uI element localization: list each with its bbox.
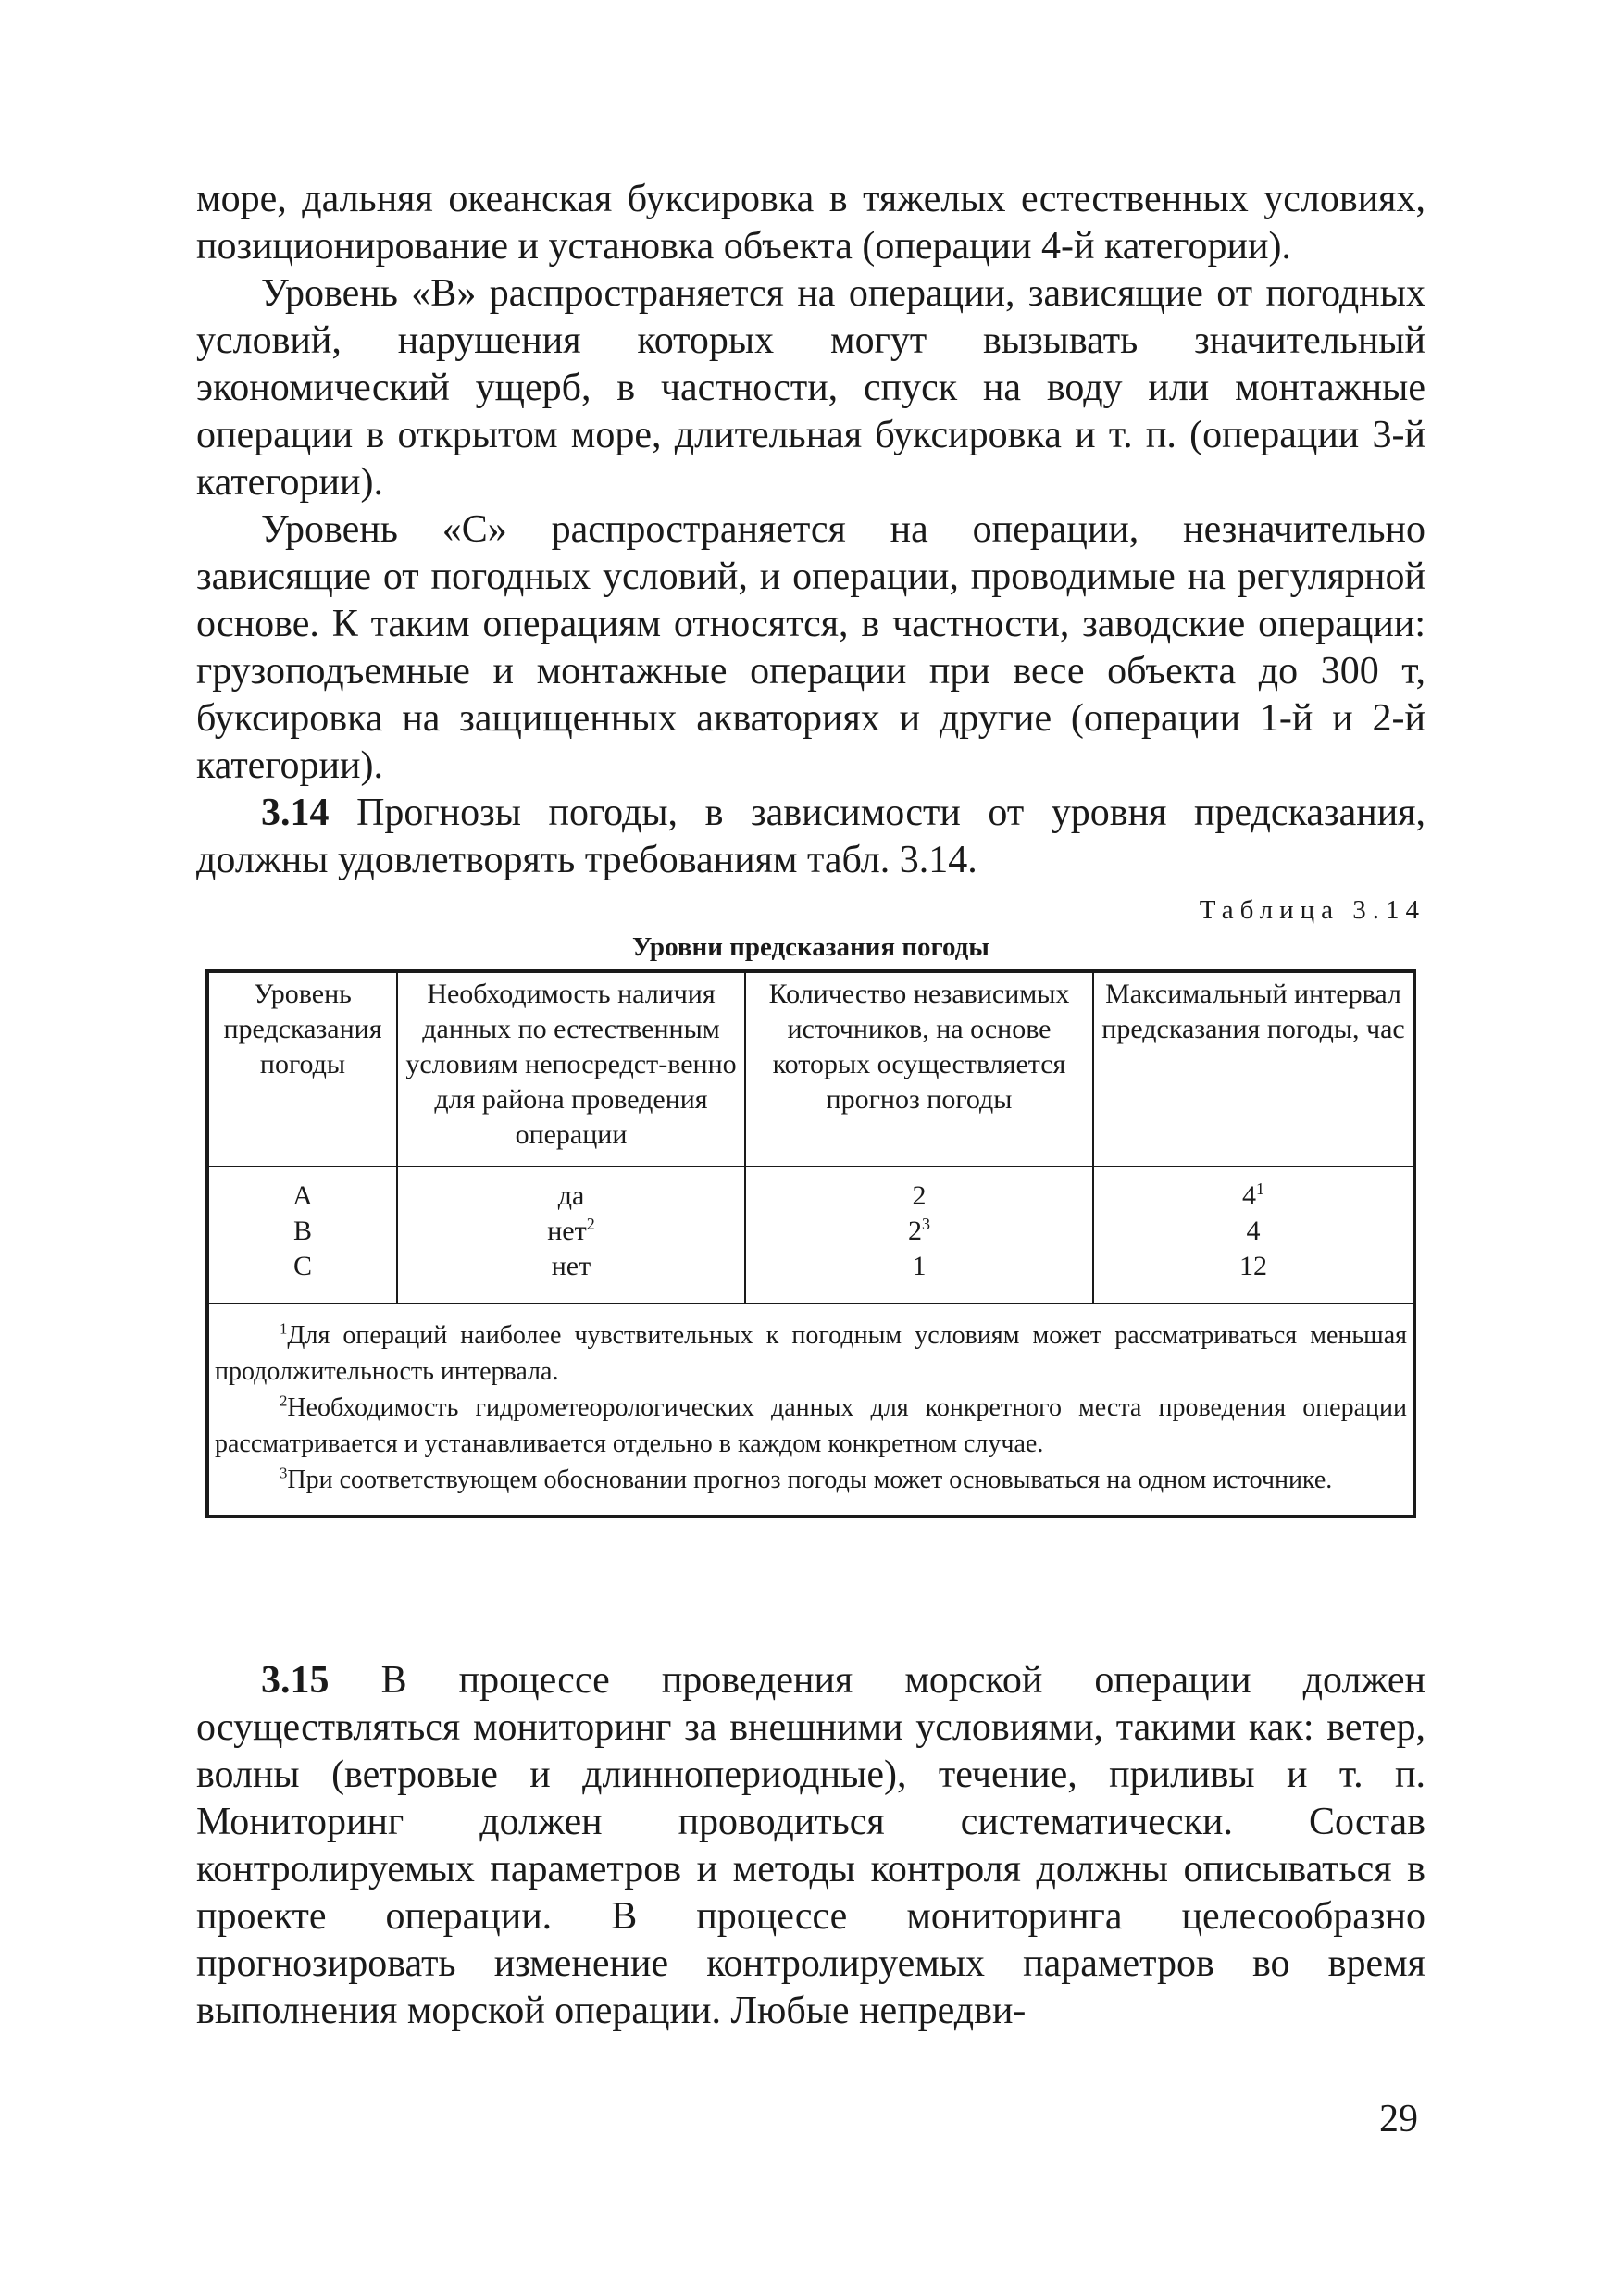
table-cell: 4 (1246, 1216, 1261, 1246)
paragraph-level-c-line3: грузоподъемные и монтажные операции при весе объекта до 300 т, буксировка на защищенных акваториях и другие (операции 1-й и 2-й категории). (196, 650, 1425, 787)
table-cell: 2 (912, 1180, 927, 1211)
paragraph-continuation: море, дальняя океанская буксировка в тяжелых естественных условиях, позиционирование и установка объекта (операции 4-й категории). (196, 178, 1425, 268)
column-header-level: Уровень предсказания погоды (207, 971, 397, 1167)
footnote-mark: 1 (1256, 1179, 1264, 1198)
table-header-row (207, 971, 1414, 1167)
paragraph-level-c-line2: таким операциям относятся, в частности, заводские операции: (370, 603, 1426, 645)
paragraph-level-c (196, 506, 1425, 790)
table-cell: да (557, 1180, 585, 1211)
table-cell: 1 (912, 1251, 927, 1281)
note-text: Для операций наиболее чувствительных к погодным условиям может рассматриваться меньшая продолжительность интервала. (215, 1321, 1407, 1386)
table-note (215, 1462, 1407, 1498)
paragraph-level-b-line1: Уровень «В» распространяется на операции, зависящие от погодных (261, 272, 1425, 315)
note-text: Необходимость гидрометеорологических данных для конкретного места проведения операции рассматривается и устанавливается отдельно в каждом конкретном случае. (215, 1393, 1407, 1458)
table-cell: нет (547, 1216, 587, 1246)
column-header-data-need: Необходимость наличия данных по естественным условиям непосредст-венно для района проведения операции (397, 971, 745, 1167)
table-cell: A (292, 1180, 313, 1211)
clause-text: Прогнозы погоды, в зависимости от уровня предсказания, должны удовлетворять требованиям табл. 3.14. (196, 792, 1425, 881)
table-cell: нет (551, 1251, 591, 1281)
table-notes (207, 1304, 1414, 1516)
footnote-mark: 3 (280, 1464, 288, 1482)
paragraph-level-b-line3: экономический ущерб, в частности, спуск на воду или монтажные операции в открытом море, длительная буксировка и т. п. (операции 3-й категории). (196, 367, 1425, 504)
forecast-levels-table (205, 969, 1416, 1518)
page-number: 29 (1379, 2098, 1418, 2140)
paragraph-level-b-line2: условий, нарушения которых могут вызывать значительный (196, 319, 1425, 362)
column-header-interval: Максимальный интервал предсказания погоды, час (1093, 971, 1414, 1167)
cell-interval (1093, 1167, 1414, 1304)
footnote-mark: 2 (280, 1391, 288, 1410)
section-gap (196, 1518, 1425, 1657)
clause-3-15 (196, 1657, 1425, 2035)
table-caption: Уровни предсказания погоды (632, 932, 989, 962)
page-body (196, 176, 1425, 2035)
footnote-mark: 1 (280, 1319, 288, 1338)
table-note (215, 1317, 1407, 1390)
cell-levels (207, 1167, 397, 1304)
table-cell: B (292, 1216, 312, 1246)
table-values-row (207, 1167, 1414, 1304)
table-cell: 12 (1239, 1251, 1267, 1281)
paragraph-level-c-line1: Уровень «С» распространяется на операции, незначительно зависящие от погодных условий, и операции, проводимые на регулярной основе. К (196, 508, 1425, 645)
table-label: Таблица 3.14 (1199, 895, 1425, 925)
cell-sources (745, 1167, 1093, 1304)
table-cell: 2 (908, 1216, 922, 1246)
footnote-mark: 3 (922, 1215, 930, 1233)
clause-text: В процессе проведения морской операции должен осуществляться мониторинг за внешними условиями, такими как: ветер, волны (ветровые и длиннопериодные), течение, приливы и т. п. Мониторинг должен проводиться систематически. Состав контролируемых параметров и методы контроля должны описываться в проекте операции. В процессе мониторинга целесообразно прогнозировать изменение контролируемых параметров во время выполнения морской операции. Любые непредви- (196, 1659, 1425, 2032)
clause-3-14 (196, 790, 1425, 884)
table-cell-with-note (748, 1214, 1090, 1249)
paragraph-level-b (196, 270, 1425, 506)
footnote-mark: 2 (586, 1215, 595, 1233)
table-note (215, 1390, 1407, 1462)
column-header-sources: Количество независимых источников, на основе которых осуществляется прогноз погоды (745, 971, 1093, 1167)
table-cell-with-note (1096, 1179, 1411, 1214)
clause-number: 3.15 (261, 1659, 330, 1702)
table-cell: C (292, 1251, 312, 1281)
table-cell: 4 (1242, 1180, 1256, 1211)
cell-data-need (397, 1167, 745, 1304)
clause-number: 3.14 (261, 792, 330, 834)
note-text: При соответствующем обосновании прогноз погоды может основываться на одном источнике. (287, 1466, 1333, 1494)
table-notes-row (207, 1304, 1414, 1516)
table-cell-with-note (400, 1214, 742, 1249)
